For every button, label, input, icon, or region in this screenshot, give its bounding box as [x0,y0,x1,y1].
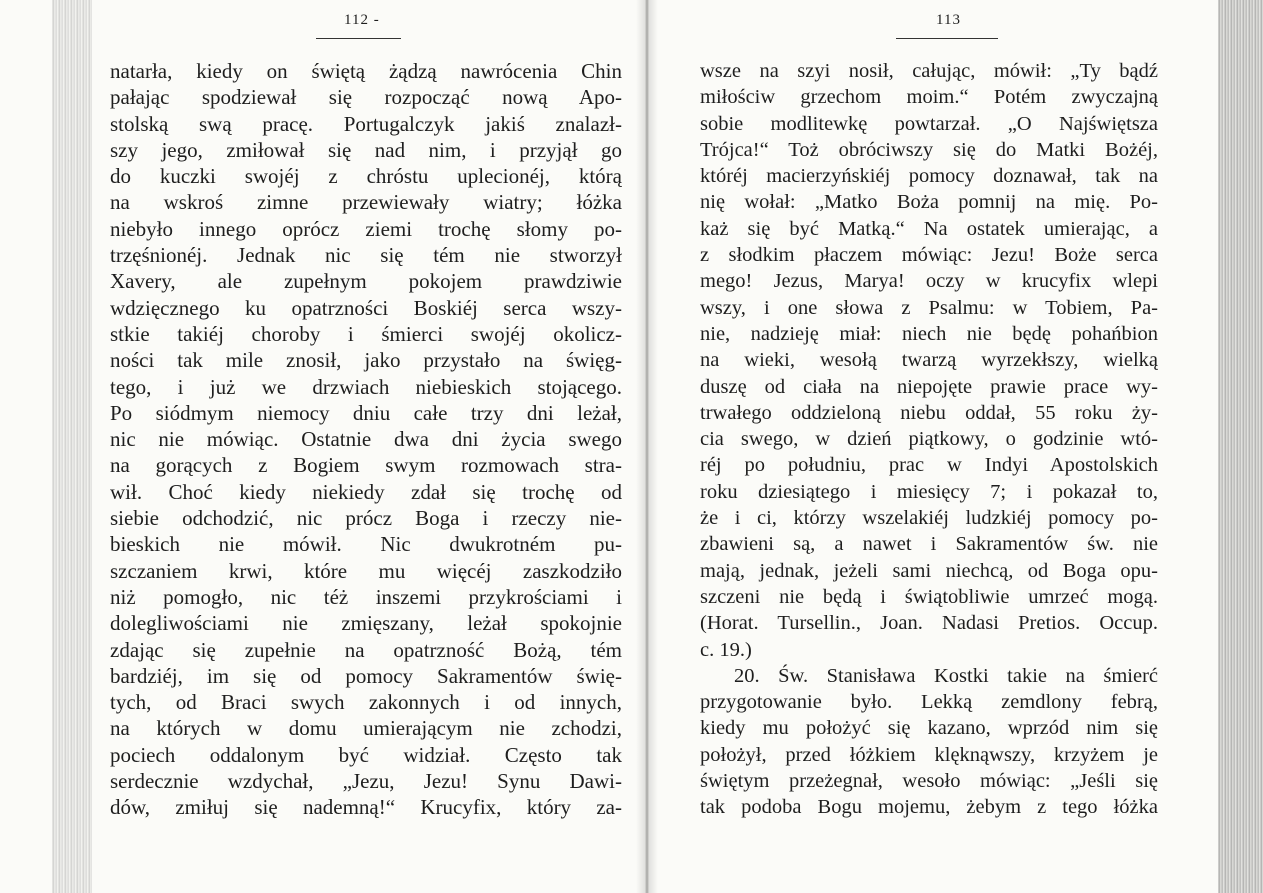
text-line: na wieki, wesołą twarzą wyrzekłszy, wielką [700,349,1158,372]
text-line: cia swego, w dzień piątkowy, o godzinie wtó- [700,428,1158,451]
text-line: któréj macierzyńskiéj pomocy doznawał, tak na [700,165,1158,188]
text-line: Trójca!“ Toż obróciwszy się do Matki Bożéj, [700,138,1158,161]
text-line: niż pomogło, nic téż inszemi przykrościami i [110,584,622,609]
page-number-rule [316,38,401,39]
text-line: tych, od Braci swych zakonnych i od innych, [110,690,622,715]
text-line: mają, jednak, jeżeli sami niechcą, od Boga opu- [700,559,1158,582]
text-line: duszę od ciała na niepojęte prawie prace wy- [700,375,1158,398]
text-line: miłościw grzechom moim.“ Potém zwyczajną [700,86,1158,109]
page-number: 112 - [344,12,380,28]
text-line: Xavery, ale zupełnym pokojem prawdziwie [110,269,622,294]
text-line: świętym przeżegnał, wesoło mówiąc: „Jeśli się [700,770,1158,793]
text-line: bieskich nie mówił. Nic dwukrotném pu- [110,532,622,557]
page-number-rule [896,38,998,39]
text-line: na gorących z Bogiem swym rozmowach stra- [110,453,622,478]
text-line: stolską swą pracę. Portugalczyk jakiś znalazł- [110,111,622,136]
left-page [110,0,622,893]
text-line: szczaniem krwi, które mu więcéj zaszkodziło [110,558,622,583]
text-line: dolegliwościami nie zmięszany, leżał spokojnie [110,611,622,636]
page-number: 113 [936,12,961,28]
text-line: dów, zmiłuj się nademną!“ Krucyfix, który za- [110,795,622,820]
right-page [700,0,1158,893]
text-line: nię wołał: „Matko Boża pomnij na mię. Po- [700,191,1158,214]
text-line: siebie odchodzić, nic prócz Boga i rzeczy nie- [110,506,622,531]
text-line: serdecznie wzdychał, „Jezu, Jezu! Synu Dawi- [110,769,622,794]
right-page-edge [1218,0,1263,893]
text-line: trwałego oddzieloną niebu oddał, 55 roku ży- [700,401,1158,424]
text-line: stkie takiéj choroby i śmierci swojéj okolicz- [110,321,622,346]
text-line: Po siódmym niemocy dniu całe trzy dni leżał, [110,400,622,425]
text-line: bardziéj, im się od pomocy Sakramentów świę- [110,663,622,688]
text-line: sobie modlitewkę powtarzał. „O Najświętsza [700,112,1158,135]
text-line: wsze na szyi nosił, całując, mówił: „Ty bądź [700,60,1158,82]
text-line: na wskroś zimne przewiewały wiatry; łóżka [110,190,622,215]
text-line: wdzięcznego ku opatrzności Boskiéj serca wszy- [110,295,622,320]
text-line: roku dziesiątego i miesięcy 7; i pokazał to, [700,480,1158,503]
left-page-edge [52,0,92,893]
book-gutter [636,0,658,893]
text-line: 20. Św. Stanisława Kostki takie na śmierć [734,664,1158,687]
text-line: szczeni nie będą i świątobliwie umrzeć mogą. [700,585,1158,608]
text-line: nie, nadzieję miał: niech nie będę pohańbion [700,322,1158,345]
text-line: na których w domu umierającym nie zchodzi, [110,716,622,741]
page-body [700,58,1158,821]
text-line: pociech oddalonym być widział. Często tak [110,742,622,767]
text-line: że i ci, którzy wszelakiéj ludzkiéj pomocy po- [700,507,1158,530]
text-line: nic nie mówiąc. Ostatnie dwa dni życia swego [110,427,622,452]
text-line: kiedy mu położyć się kazano, wprzód nim się [700,717,1158,740]
text-line: niebyło innego oprócz ziemi trochę słomy po- [110,216,622,241]
text-line: wił. Choć kiedy niekiedy zdał się trochę od [110,479,622,504]
page-body [110,58,622,821]
text-line: położył, przed łóżkiem klęknąwszy, krzyżem je [700,743,1158,766]
text-line: mego! Jezus, Marya! oczy w krucyfix wlepi [700,270,1158,293]
text-line: trzęśnionéj. Jednak nic się tém nie stworzył [110,243,622,268]
text-line: przygotowanie było. Lekką zemdlony febrą, [700,691,1158,714]
text-line: natarła, kiedy on świętą żądzą nawrócenia Chin [110,59,622,83]
text-line: c. 19.) [700,638,752,661]
text-line: réj po południu, prac w Indyi Apostolskich [700,454,1158,477]
text-line: tak podoba Bogu mojemu, żebym z tego łóżka [700,796,1158,819]
text-line: szy jego, zmiłował się nad nim, i przyjął go [110,137,622,162]
text-line: do kuczki swojéj z chróstu uplecionéj, którą [110,164,622,189]
text-line: wszy, i one słowa z Psalmu: w Tobiem, Pa- [700,296,1158,319]
text-line: tego, i już we drzwiach niebieskich stojącego. [110,374,622,399]
text-line: każ się być Matką.“ Na ostatek umierając, a [700,217,1158,240]
text-line: z słodkim płaczem mówiąc: Jezu! Boże serca [700,244,1158,267]
text-line: zdając się zupełnie na opatrzność Bożą, tém [110,637,622,662]
text-line: (Horat. Tursellin., Joan. Nadasi Pretios. Occup. [700,612,1158,635]
text-line: zbawieni są, a nawet i Sakramentów św. nie [700,533,1158,556]
text-line: pałając spodziewał się rozpocząć nową Apo- [110,85,622,110]
text-line: ności tak mile znosił, jako przystało na święg- [110,348,622,373]
